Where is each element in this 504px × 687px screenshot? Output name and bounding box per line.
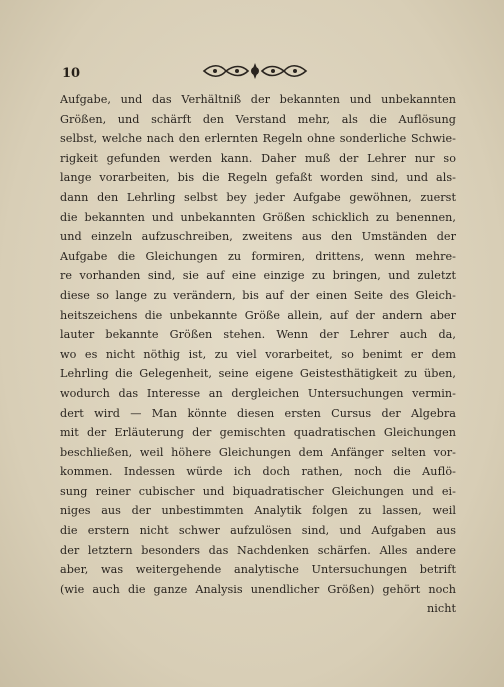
text-line: aber, was weitergehende analytische Untersuchungen betrift (60, 563, 456, 577)
text-line: lange vorarbeiten, bis die Regeln gefaßt worden sind, und als- (60, 171, 456, 185)
text-line: selbst, welche nach den erlernten Regeln ohne sonderliche Schwie- (60, 132, 456, 146)
page-number: 10 (62, 66, 81, 81)
body-text (60, 90, 456, 619)
text-line: dann den Lehrling selbst bey jeder Aufgabe gewöhnen, zuerst (60, 190, 456, 204)
text-line: heitszeichens die unbekannte Größe allein, auf der andern aber (60, 308, 456, 322)
text-line: mit der Erläuterung der gemischten quadratischen Gleichungen (60, 426, 456, 440)
text-line: die erstern nicht schwer aufzulösen sind, und Aufgaben aus (60, 524, 456, 538)
text-line: wo es nicht nöthig ist, zu viel vorarbeitet, so benimt er dem (60, 347, 456, 361)
text-line: diese so lange zu verändern, bis auf der einen Seite des Gleich- (60, 288, 456, 302)
text-line: die bekannten und unbekannten Größen schicklich zu benennen, (60, 210, 456, 224)
text-line: beschließen, weil höhere Gleichungen dem Anfänger selten vor- (60, 445, 456, 459)
text-line: wodurch das Interesse an dergleichen Untersuchungen vermin- (60, 386, 456, 400)
text-line: Größen, und schärft den Verstand mehr, als die Auflösung (60, 112, 456, 126)
text-line: niges aus der unbestimmten Analytik folgen zu lassen, weil (60, 504, 456, 518)
ornament-vignette (200, 62, 310, 80)
text-line: (wie auch die ganze Analysis unendlicher Größen) gehört noch (60, 582, 456, 596)
text-line: kommen. Indessen würde ich doch rathen, noch die Auflö- (60, 465, 456, 479)
text-line: Lehrling die Gelegenheit, seine eigene Geistesthätigkeit zu üben, (60, 367, 456, 381)
text-line: sung reiner cubischer und biquadratischer Gleichungen und ei- (60, 484, 456, 498)
text-line: der letztern besonders das Nachdenken schärfen. Alles andere (60, 543, 456, 557)
text-line: rigkeit gefunden werden kann. Daher muß der Lehrer nur so (60, 151, 456, 165)
catchword: nicht (427, 602, 456, 616)
text-line: Aufgabe die Gleichungen zu formiren, drittens, wenn mehre- (60, 249, 456, 263)
text-line: und einzeln aufzuschreiben, zweitens aus den Umständen der (60, 230, 456, 244)
text-line: re vorhanden sind, sie auf eine einzige zu bringen, und zuletzt (60, 269, 456, 283)
text-line: lauter bekannte Größen stehen. Wenn der Lehrer auch da, (60, 328, 456, 342)
text-line: Aufgabe, und das Verhältniß der bekannten und unbekannten (60, 93, 456, 106)
text-line: dert wird — Man könnte diesen ersten Cursus der Algebra (60, 406, 456, 420)
